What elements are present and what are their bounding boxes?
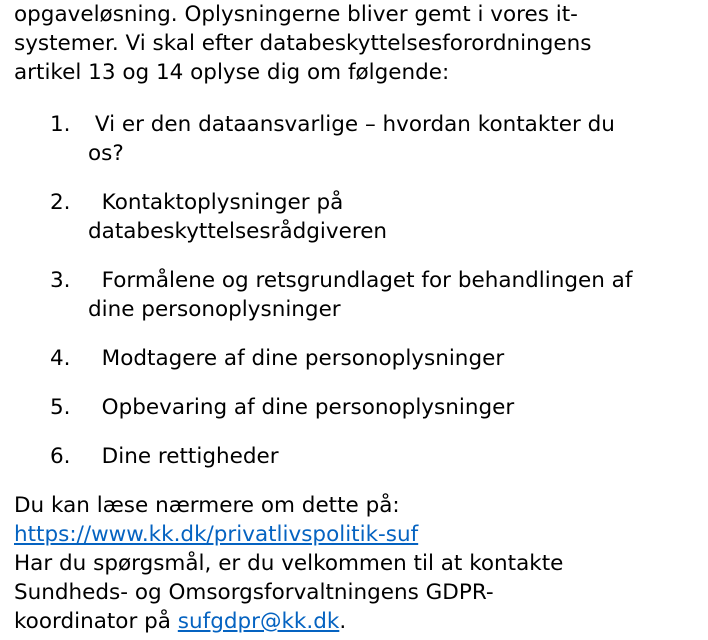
- list-item-line-1: Formålene og retsgrundlaget for behandlingen af: [88, 268, 633, 293]
- list-item: [14, 266, 704, 324]
- question-line-2: Sundheds- og Omsorgsforvaltningens GDPR-: [14, 580, 494, 605]
- list-number: 4.: [50, 346, 71, 371]
- gdpr-email-link[interactable]: sufgdpr@kk.dk: [177, 609, 340, 634]
- list-number: 6.: [50, 444, 71, 469]
- list-item-line-2: databeskyttelsesrådgiveren: [88, 219, 388, 244]
- numbered-list: [14, 110, 704, 471]
- contact-paragraph: [14, 491, 704, 636]
- question-line-1: Har du spørgsmål, er du velkommen til at kontakte: [14, 551, 564, 576]
- list-item: [14, 188, 704, 246]
- intro-line-1: opgaveløsning. Oplysningerne bliver gemt i vores it-: [14, 2, 578, 27]
- list-item-line-1: Vi er den dataansvarlige – hvordan kontakter du: [88, 112, 615, 137]
- list-item: [14, 110, 704, 168]
- list-item: [14, 442, 704, 471]
- list-item-line-2: dine personoplysninger: [88, 297, 341, 322]
- list-item: [14, 393, 704, 422]
- document-body: [14, 0, 704, 636]
- list-item-text: Opbevaring af dine personoplysninger: [88, 395, 515, 420]
- question-line-3-suffix: .: [339, 609, 347, 634]
- list-item: [14, 344, 704, 373]
- list-item-line-2: os?: [88, 141, 124, 166]
- list-item-text: Modtagere af dine personoplysninger: [88, 346, 505, 371]
- intro-line-3: artikel 13 og 14 oplyse dig om følgende:: [14, 60, 450, 85]
- privacy-policy-link[interactable]: https://www.kk.dk/privatlivspolitik-suf: [14, 522, 419, 547]
- list-item-text: Dine rettigheder: [88, 444, 279, 469]
- list-item-line-1: Kontaktoplysninger på: [88, 190, 344, 215]
- list-number: 3.: [50, 268, 71, 293]
- intro-paragraph: [14, 0, 704, 87]
- intro-line-2: systemer. Vi skal efter databeskyttelsesforordningens: [14, 31, 592, 56]
- list-number: 5.: [50, 395, 71, 420]
- list-item-text: [88, 190, 387, 244]
- list-number: 1.: [50, 112, 71, 137]
- list-item-text: [88, 112, 615, 166]
- read-more-text: Du kan læse nærmere om dette på:: [14, 493, 400, 518]
- list-item-text: [88, 268, 632, 322]
- list-number: 2.: [50, 190, 71, 215]
- question-line-3-prefix: koordinator på: [14, 609, 178, 634]
